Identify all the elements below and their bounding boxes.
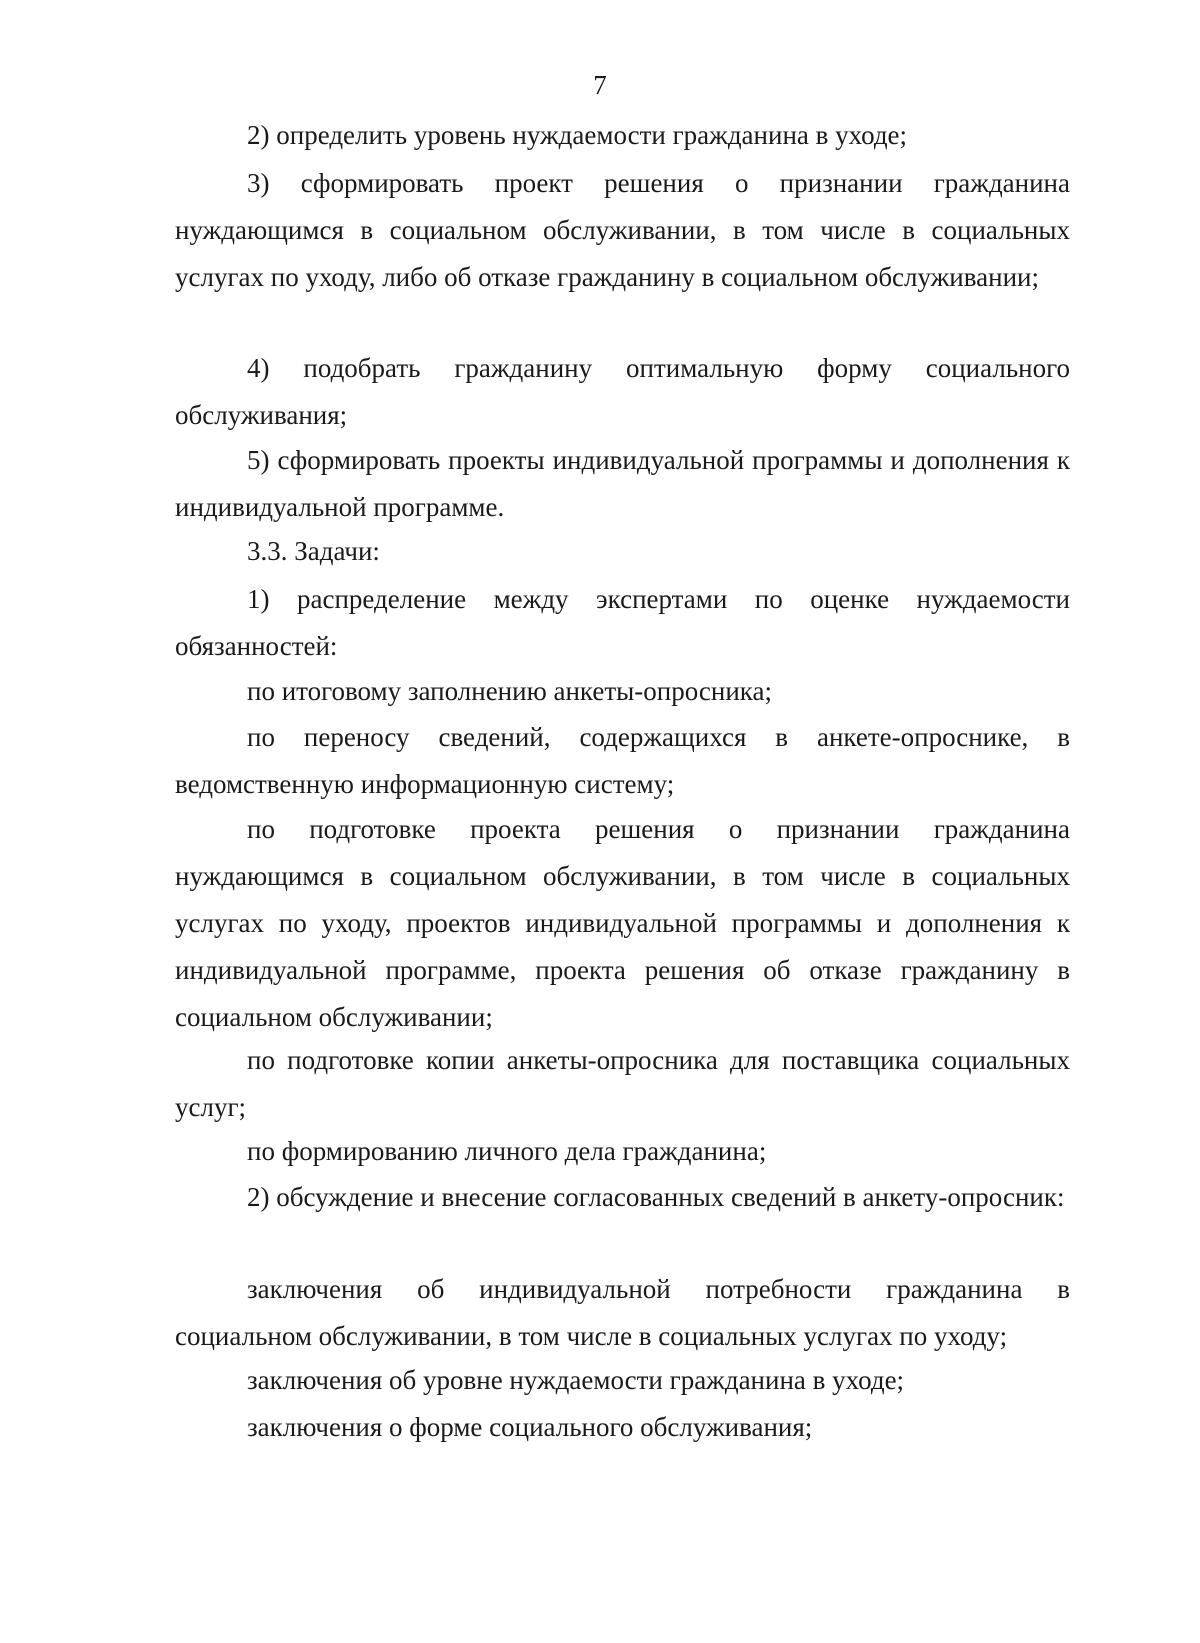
- conclusion-individual-need: заключения об индивидуальной потребности гражданина в социальном обслуживании, в том числе в социальных услугах по уходу;: [175, 1274, 1070, 1351]
- conclusion-care-level: заключения об уровне нуждаемости гражданина в уходе;: [247, 1365, 905, 1395]
- subtask-questionnaire-copy: по подготовке копии анкеты-опросника для поставщика социальных услуг;: [175, 1045, 1070, 1122]
- section-heading-tasks: 3.3. Задачи:: [247, 536, 380, 566]
- paragraph-item-3: 3) сформировать проект решения о признании гражданина нуждающимся в социальном обслуживании, в том числе в социальных услугах по уходу, либо об отказе гражданину в социальном обслуживании;: [175, 168, 1070, 292]
- page-number: 7: [593, 70, 607, 100]
- task-item-1: 1) распределение между экспертами по оценке нуждаемости обязанностей:: [175, 584, 1070, 661]
- paragraph-item-2: 2) определить уровень нуждаемости гражданина в уходе;: [247, 120, 908, 150]
- subtask-questionnaire: по итоговому заполнению анкеты-опросника;: [247, 676, 772, 706]
- paragraph-item-5: 5) сформировать проекты индивидуальной программы и дополнения к индивидуальной программе.: [175, 445, 1070, 522]
- conclusion-service-form: заключения о форме социального обслуживания;: [247, 1412, 813, 1442]
- task-item-2: 2) обсуждение и внесение согласованных сведений в анкету-опросник:: [247, 1182, 1065, 1212]
- subtask-personal-file: по формированию личного дела гражданина;: [247, 1136, 767, 1166]
- subtask-transfer-data: по переносу сведений, содержащихся в анкете-опроснике, в ведомственную информационную систему;: [175, 722, 1070, 799]
- paragraph-item-4: 4) подобрать гражданину оптимальную форму социального обслуживания;: [175, 353, 1070, 430]
- subtask-draft-decision: по подготовке проекта решения о признании гражданина нуждающимся в социальном обслуживании, в том числе в социальных услугах по уходу, проектов индивидуальной программы и дополнения к индивидуальной программе, проекта решения об отказе гражданину в социальном обслуживании;: [175, 814, 1070, 1032]
